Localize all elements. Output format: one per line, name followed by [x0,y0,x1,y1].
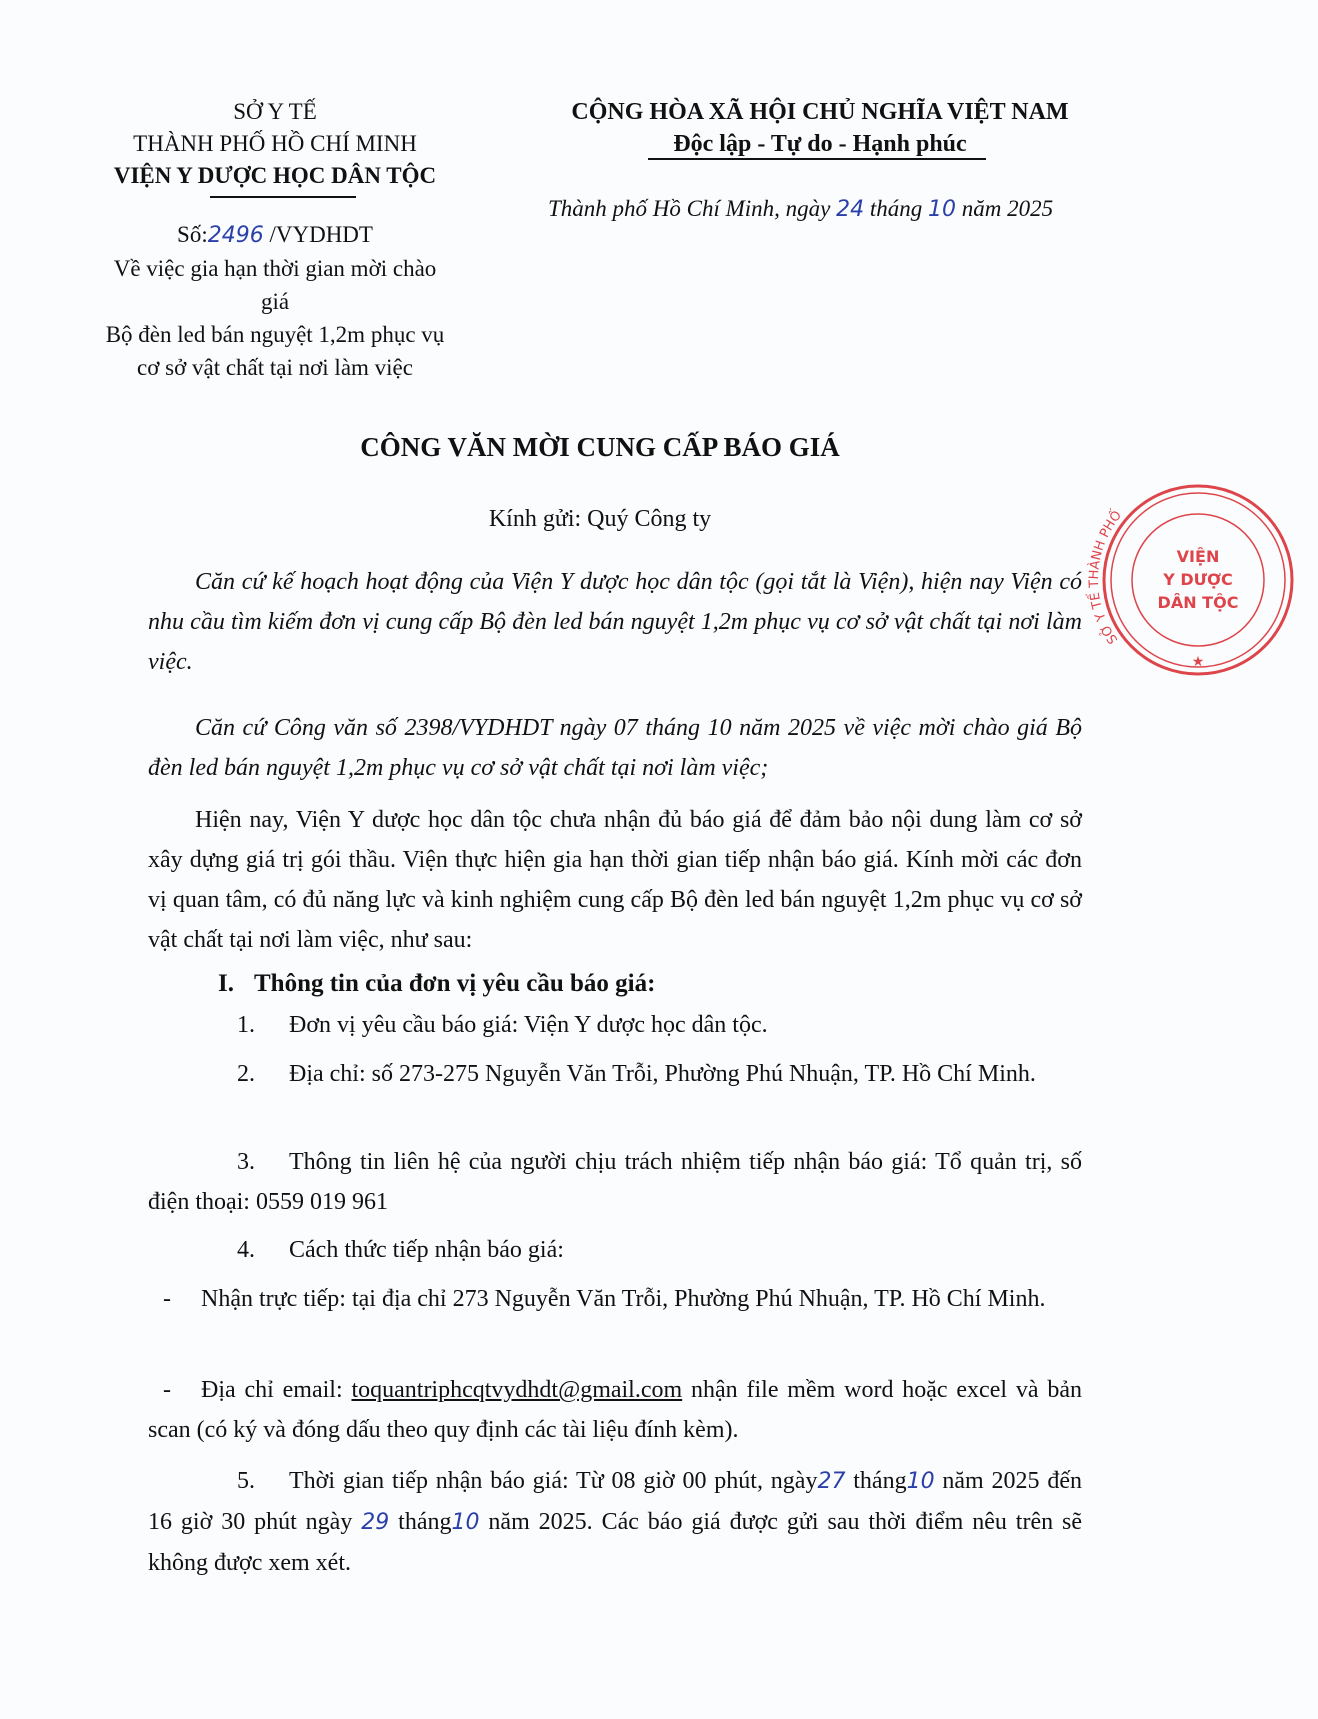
stamp-line-2: Y DƯỢC [1163,570,1233,589]
subject-line-1: Về việc gia hạn thời gian mời chào giá [113,256,437,314]
issuing-agency [100,96,450,192]
bullet-text: Nhận trực tiếp: tại địa chỉ 273 Nguyễn Văn Trỗi, Phường Phú Nhuận, TP. Hồ Chí Minh. [201,1286,1046,1312]
agency-line-3: VIỆN Y DƯỢC HỌC DÂN TỘC [113,163,437,188]
item-number: 4. [237,1237,255,1263]
date-month-label: tháng [864,196,929,221]
agency-underline [210,196,356,198]
subject-line-3: cơ sở vật chất tại nơi làm việc [137,355,413,380]
stamp-seal-icon [1078,480,1318,680]
item-text: năm 2025 đến 16 giờ 30 phút ngày [148,1468,1082,1535]
item-4 [148,1230,1082,1270]
paragraph-basis-1: Căn cứ kế hoạch hoạt động của Viện Y dược học dân tộc (gọi tắt là Viện), hiện nay Viện có nhu cầu tìm kiếm đơn vị cung cấp Bộ đèn led bán nguyệt 1,2m phục vụ cơ sở vật chất tại nơi làm việc. [148,569,1082,675]
document-reference [100,218,450,384]
email-link[interactable]: toquantriphcqtvydhdt@gmail.com [351,1377,683,1403]
stamp-line-1: VIỆN [1176,547,1220,566]
item-text: Cách thức tiếp nhận báo giá: [289,1237,564,1263]
item-number: 5. [237,1468,255,1494]
item-number: 2. [237,1061,255,1087]
paragraph-basis-2: Căn cứ Công văn số 2398/VYDHDT ngày 07 tháng 10 năm 2025 về việc mời chào giá Bộ đèn led bán nguyệt 1,2m phục vụ cơ sở vật chất tại nơi làm việc; [148,715,1082,781]
greeting: Kính gửi: Quý Công ty [488,506,712,532]
handwritten-month: 10 [906,1469,935,1494]
document-title: CÔNG VĂN MỜI CUNG CẤP BÁO GIÁ [360,432,840,462]
stamp-ring-text: SỞ Y TẾ THÀNH PHỐ [1086,508,1126,647]
item-number: 1. [237,1012,255,1038]
item-1 [148,1005,1082,1045]
paragraph-main: Hiện nay, Viện Y dược học dân tộc chưa nhận đủ báo giá để đảm bảo nội dung làm cơ sở xây dựng giá trị gói thầu. Viện thực hiện gia hạn thời gian tiếp nhận báo giá. Kính mời các đơn vị quan tâm, có đủ năng lực và kinh nghiệm cung cấp Bộ đèn led bán nguyệt 1,2m phục vụ cơ sở vật chất tại nơi làm việc, như sau: [148,807,1082,953]
document-date [548,196,1053,222]
handwritten-day: 27 [817,1469,846,1494]
agency-line-2: THÀNH PHỐ HỒ CHÍ MINH [133,131,417,156]
item-text: tháng [845,1468,907,1494]
item-text: Thông tin liên hệ của người chịu trách nhiệm tiếp nhận báo giá: Tổ quản trị, số điện thoại: 0559 019 961 [148,1149,1082,1215]
item-text: Địa chỉ: số 273-275 Nguyễn Văn Trỗi, Phường Phú Nhuận, TP. Hồ Chí Minh. [289,1061,1036,1087]
subject-line-2: Bộ đèn led bán nguyệt 1,2m phục vụ [105,322,445,347]
item-5 [148,1461,1082,1583]
section-number: I. [218,970,234,997]
stamp-line-3: DÂN TỘC [1157,593,1239,612]
country-name: CỘNG HÒA XÃ HỘI CHỦ NGHĨA VIỆT NAM [571,99,1069,125]
section-title: Thông tin của đơn vị yêu cầu báo giá: [253,970,656,997]
national-motto [520,96,1120,160]
motto-underline [648,158,986,160]
email-label: Địa chỉ email: [201,1377,352,1403]
handwritten-month: 10 [928,197,957,222]
handwritten-day: 24 [836,197,865,222]
item-3 [148,1142,1082,1222]
number-prefix: Số: [177,222,208,247]
bullet-email: - Địa chỉ email: toquantriphcqtvydhdt@gmail.com nhận file mềm word hoặc excel và bản scan (có ký và đóng dấu theo quy định các tài liệu đính kèm). [148,1377,1082,1443]
handwritten-month: 10 [451,1510,480,1535]
agency-line-1: SỞ Y TẾ [233,99,317,124]
item-text: Thời gian tiếp nhận báo giá: Từ 08 giờ 00 phút, ngày [289,1468,818,1494]
bullet-direct: - Nhận trực tiếp: tại địa chỉ 273 Nguyễn Văn Trỗi, Phường Phú Nhuận, TP. Hồ Chí Minh. [163,1286,1046,1312]
item-2 [148,1054,1082,1094]
motto: Độc lập - Tự do - Hạnh phúc [673,131,967,157]
handwritten-day: 29 [361,1510,390,1535]
svg-text:★: ★ [1191,655,1205,670]
date-year: năm 2025 [956,196,1054,221]
date-prefix: Thành phố Hồ Chí Minh, ngày [548,196,837,221]
number-suffix: /VYDHDT [263,222,373,247]
handwritten-number: 2496 [207,223,264,248]
official-stamp [1078,480,1239,680]
section-heading [218,964,655,1004]
document-number [100,218,450,252]
item-text: Đơn vị yêu cầu báo giá: Viện Y dược học dân tộc. [289,1012,768,1038]
bullet-text: nhận file mềm word hoặc excel và bản scan (có ký và đóng dấu theo quy định các tài liệu đính kèm). [148,1377,1082,1443]
item-number: 3. [237,1149,255,1175]
item-text: năm 2025. Các báo giá được gửi sau thời điểm nêu trên sẽ không được xem xét. [148,1509,1083,1576]
item-text: tháng [389,1509,452,1535]
